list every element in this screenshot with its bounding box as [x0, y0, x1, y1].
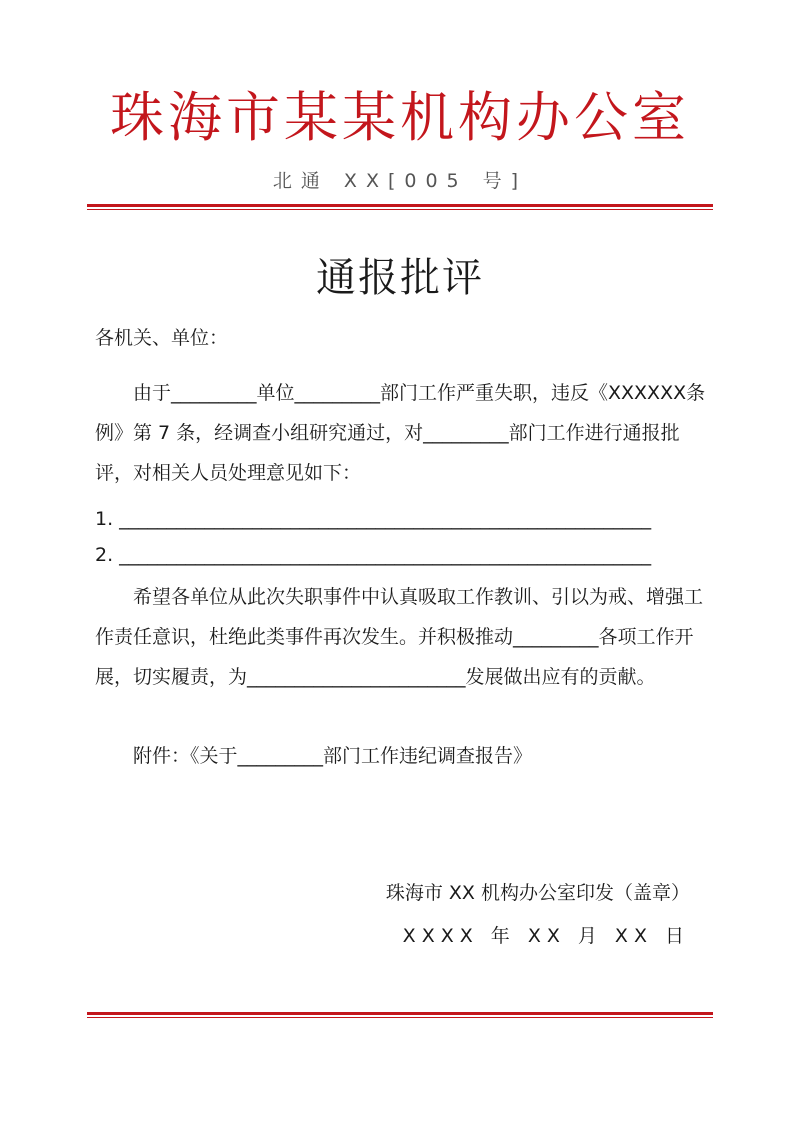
list-item-1: 1. ________________________________________________________ [95, 508, 652, 530]
notice-title: 通报批评 [316, 255, 484, 301]
header-divider-thin [87, 209, 713, 210]
document-number: 北通 XX[005 号] [272, 170, 528, 192]
list-item-2: 2. ________________________________________________________ [95, 544, 652, 566]
org-name-header: 珠海市某某机构办公室 [110, 86, 690, 149]
header-divider-thick [87, 204, 713, 207]
paragraph-closing: 希望各单位从此次失职事件中认真吸取工作教训、引以为戒、增强工作责任意识，杜绝此类事件再次发生。并积极推动_________各项工作开展，切实履责，为_______________________发展做出应有的贡献。 [95, 586, 704, 688]
salutation: 各机关、单位： [95, 327, 229, 349]
attachment-line: 附件：《关于_________部门工作违纪调查报告》 [133, 745, 533, 767]
paragraph-main: 由于_________单位_________部门工作严重失职，违反《XXXXXX条例》第 7 条，经调查小组研究通过，对_________部门工作进行通报批评，对相关人员处理意见如下： [95, 382, 706, 484]
footer-divider-thick [87, 1012, 713, 1015]
issuer-signature: 珠海市 XX 机构办公室印发（盖章） [385, 882, 690, 904]
issue-date: XXXX 年 XX 月 XX 日 [402, 925, 690, 947]
footer-divider-thin [87, 1017, 713, 1018]
